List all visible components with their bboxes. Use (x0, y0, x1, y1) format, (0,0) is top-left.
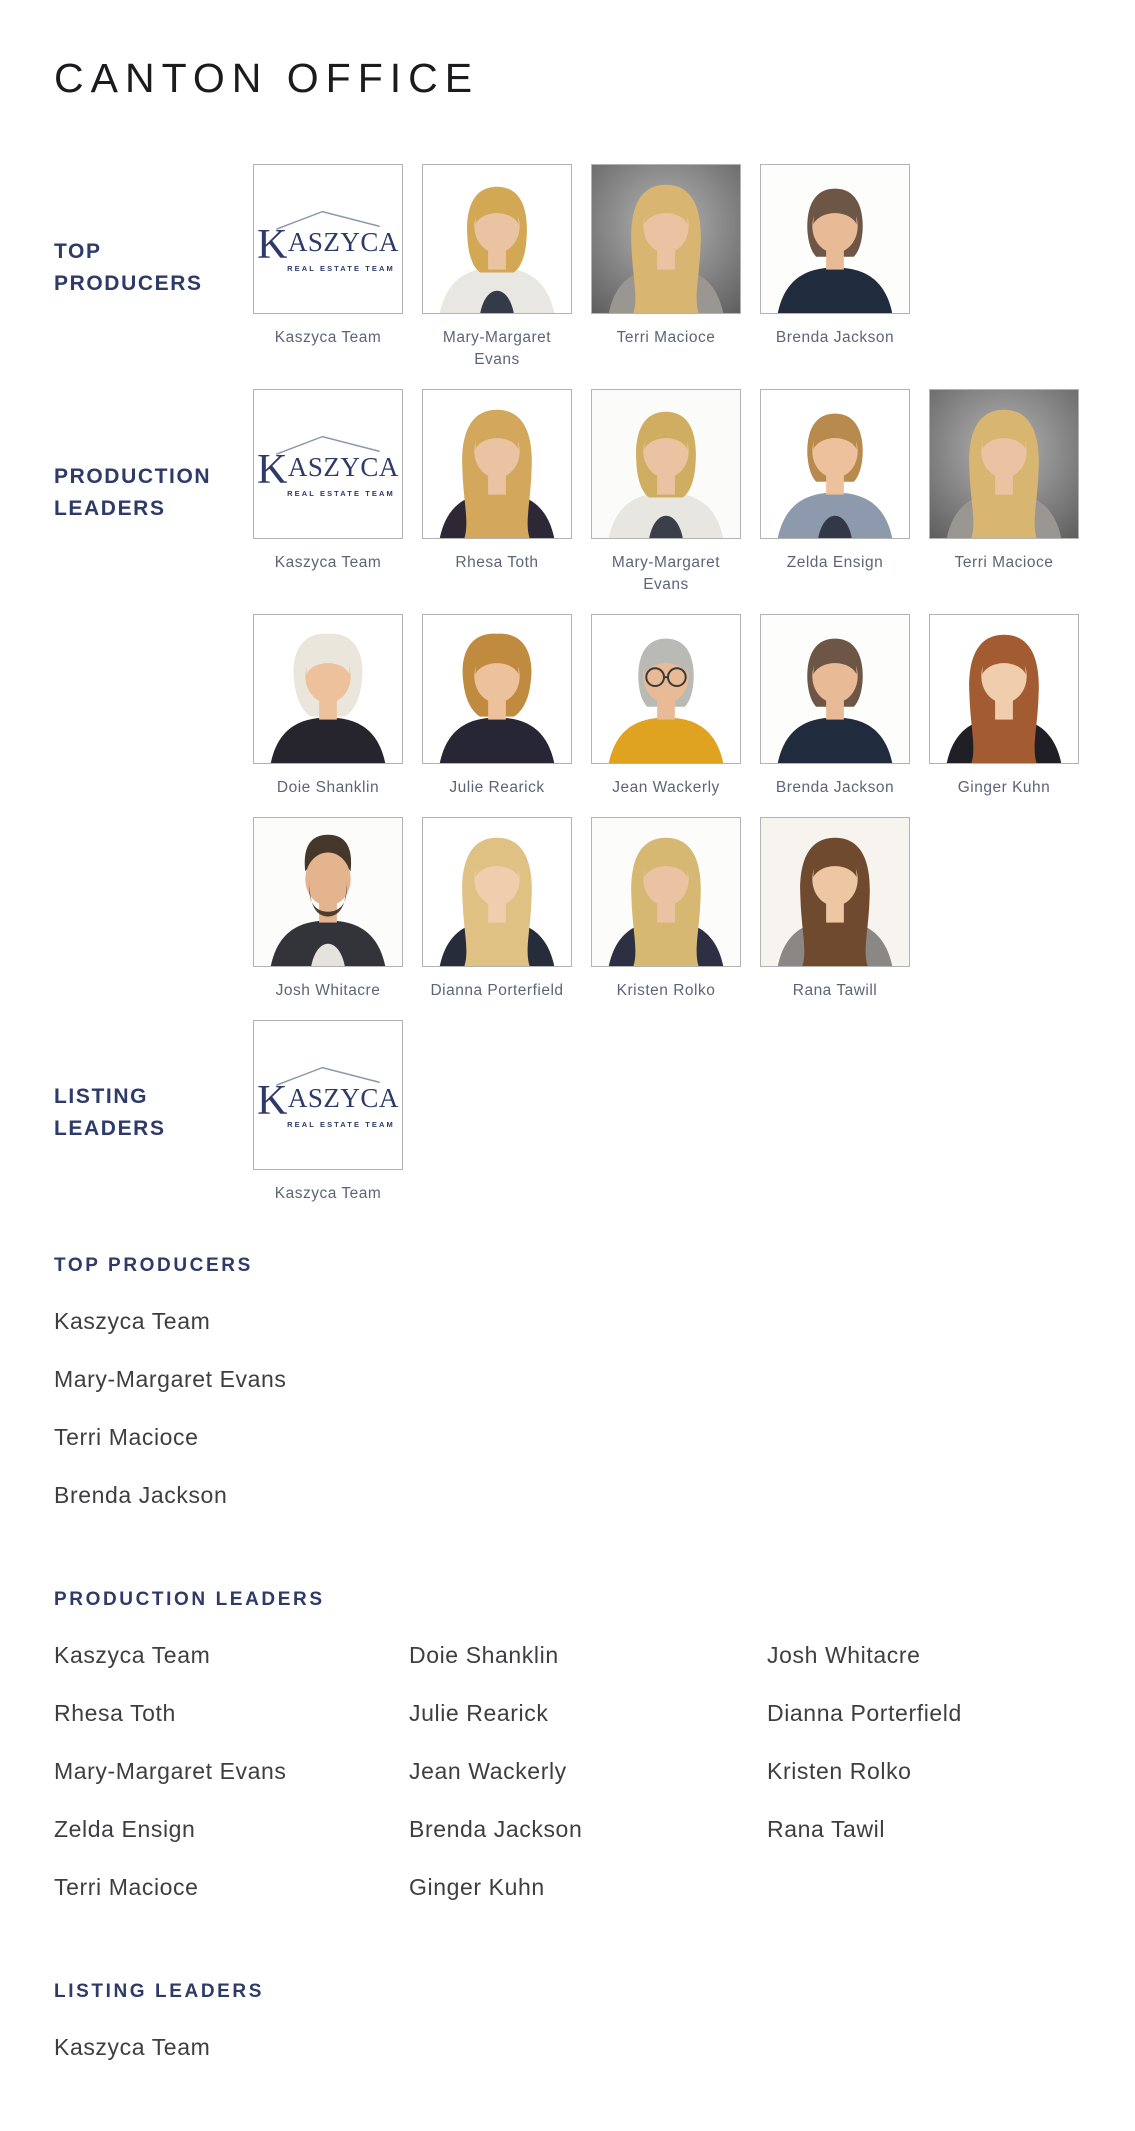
member-caption: Mary-Margaret Evans (442, 329, 552, 368)
section-label-text (54, 1081, 253, 1144)
section-label-text (54, 236, 253, 299)
section-label-production-leaders (54, 461, 253, 524)
logo-tagline: REAL ESTATE TEAM (287, 489, 395, 498)
member-caption: Jean Wackerly (612, 779, 720, 796)
card-row (253, 164, 910, 371)
list-item: Julie Rearick (409, 1700, 549, 1726)
kaszyca-logo (253, 389, 403, 539)
member-card[interactable] (253, 389, 403, 596)
member-caption: Mary-Margaret Evans (611, 554, 721, 593)
member-caption: Brenda Jackson (775, 779, 895, 796)
portrait-photo (591, 614, 741, 764)
list-item: Kaszyca Team (54, 2034, 211, 2060)
member-caption: Julie Rearick (449, 779, 545, 796)
portrait-photo (929, 614, 1079, 764)
list-item: Jean Wackerly (409, 1758, 567, 1784)
member-card[interactable] (422, 817, 572, 1002)
member-caption: Josh Whitacre (275, 982, 381, 999)
list-item: Kristen Rolko (767, 1758, 912, 1784)
grid-section-top-producers (54, 164, 1135, 371)
portrait-photo (591, 164, 741, 314)
list-item: Terri Macioce (54, 1874, 199, 1900)
list-column (54, 1307, 409, 1539)
logo-rest: ASZYCA (287, 1083, 399, 1113)
photo-grid (54, 164, 1135, 1205)
member-row (54, 389, 1135, 596)
list-item: Josh Whitacre (767, 1642, 921, 1668)
member-card[interactable] (253, 1020, 403, 1205)
logo-initial: K (257, 447, 288, 493)
member-caption: Terri Macioce (954, 554, 1054, 571)
section-label-text (54, 461, 253, 524)
logo-wordmark (257, 1080, 399, 1122)
section-label-line: LISTING (54, 1085, 149, 1108)
portrait-photo (760, 817, 910, 967)
name-lists (54, 1255, 1135, 2091)
member-card[interactable] (253, 164, 403, 371)
section-label-line: LEADERS (54, 496, 166, 520)
member-caption: Zelda Ensign (786, 554, 884, 571)
list-item: Mary-Margaret Evans (54, 1366, 287, 1392)
section-label-listing-leaders (54, 1081, 253, 1144)
member-caption: Brenda Jackson (775, 329, 895, 346)
member-caption: Kaszyca Team (274, 329, 382, 346)
grid-section-production-leaders (54, 389, 1135, 1002)
member-card[interactable] (760, 614, 910, 799)
list-columns (54, 1307, 1135, 1539)
list-item: Terri Macioce (54, 1424, 199, 1450)
portrait-photo (422, 389, 572, 539)
list-columns (54, 2033, 1135, 2091)
member-caption: Doie Shanklin (276, 779, 380, 796)
member-caption: Kaszyca Team (274, 554, 382, 571)
portrait-photo (760, 614, 910, 764)
member-row (54, 614, 1135, 799)
list-item: Doie Shanklin (409, 1642, 559, 1668)
portrait-photo (760, 389, 910, 539)
card-row (253, 614, 1079, 799)
kaszyca-logo (253, 164, 403, 314)
member-card[interactable] (591, 614, 741, 799)
member-card[interactable] (422, 164, 572, 371)
list-column (767, 1641, 1067, 1873)
card-row (253, 389, 1079, 596)
portrait-photo (591, 389, 741, 539)
list-item: Brenda Jackson (409, 1816, 583, 1842)
logo-wordmark (257, 224, 399, 266)
section-label-line: PRODUCTION (54, 465, 212, 488)
logo-tagline: REAL ESTATE TEAM (287, 264, 395, 273)
member-card[interactable] (760, 164, 910, 371)
member-card[interactable] (591, 164, 741, 371)
portrait-photo (422, 614, 572, 764)
member-caption: Rhesa Toth (455, 554, 539, 571)
portrait-photo (760, 164, 910, 314)
card-row (253, 817, 910, 1002)
list-item: Brenda Jackson (54, 1482, 228, 1508)
section-label-top-producers (54, 236, 253, 299)
grid-section-listing-leaders (54, 1020, 1135, 1205)
portrait-photo (253, 817, 403, 967)
list-heading-top-producers: TOP PRODUCERS (54, 1255, 253, 1276)
list-column (54, 2033, 409, 2091)
list-column (409, 1641, 767, 1931)
member-card[interactable] (422, 614, 572, 799)
member-row (54, 1020, 1135, 1205)
logo-rest: ASZYCA (287, 452, 399, 482)
member-card[interactable] (760, 817, 910, 1002)
list-heading-production-leaders: PRODUCTION LEADERS (54, 1589, 325, 1610)
list-heading-listing-leaders: LISTING LEADERS (54, 1981, 265, 2002)
member-card[interactable] (591, 389, 741, 596)
portrait-photo (253, 614, 403, 764)
portrait-photo (591, 817, 741, 967)
member-caption: Dianna Porterfield (430, 982, 564, 999)
list-item: Rana Tawil (767, 1816, 886, 1842)
portrait-photo (929, 389, 1079, 539)
logo-initial: K (257, 1078, 288, 1124)
logo-tagline: REAL ESTATE TEAM (287, 1120, 395, 1129)
list-item: Kaszyca Team (54, 1308, 211, 1334)
member-card[interactable] (253, 817, 403, 1002)
list-column (54, 1641, 409, 1931)
list-item: Dianna Porterfield (767, 1700, 962, 1726)
portrait-photo (422, 164, 572, 314)
member-card[interactable] (929, 614, 1079, 799)
member-card[interactable] (929, 389, 1079, 596)
section-label-line: TOP (54, 240, 102, 263)
member-caption: Terri Macioce (616, 329, 716, 346)
page-title: CANTON OFFICE (54, 55, 480, 101)
list-columns (54, 1641, 1135, 1931)
member-card[interactable] (253, 614, 403, 799)
card-row (253, 1020, 403, 1205)
logo-initial: K (257, 222, 288, 268)
list-item: Ginger Kuhn (409, 1874, 545, 1900)
member-row (54, 817, 1135, 1002)
logo-rest: ASZYCA (287, 227, 399, 257)
list-item: Rhesa Toth (54, 1700, 176, 1726)
section-label-line: LEADERS (54, 1116, 166, 1140)
member-card[interactable] (591, 817, 741, 1002)
kaszyca-logo (253, 1020, 403, 1170)
list-item: Mary-Margaret Evans (54, 1758, 287, 1784)
member-caption: Rana Tawill (792, 982, 878, 999)
member-card[interactable] (760, 389, 910, 596)
member-caption: Kristen Rolko (616, 982, 716, 999)
member-caption: Ginger Kuhn (957, 779, 1051, 796)
member-card[interactable] (422, 389, 572, 596)
member-row (54, 164, 1135, 371)
logo-wordmark (257, 449, 399, 491)
member-caption: Kaszyca Team (274, 1185, 382, 1202)
portrait-photo (422, 817, 572, 967)
list-item: Zelda Ensign (54, 1816, 196, 1842)
section-label-line: PRODUCERS (54, 271, 203, 295)
list-item: Kaszyca Team (54, 1642, 211, 1668)
